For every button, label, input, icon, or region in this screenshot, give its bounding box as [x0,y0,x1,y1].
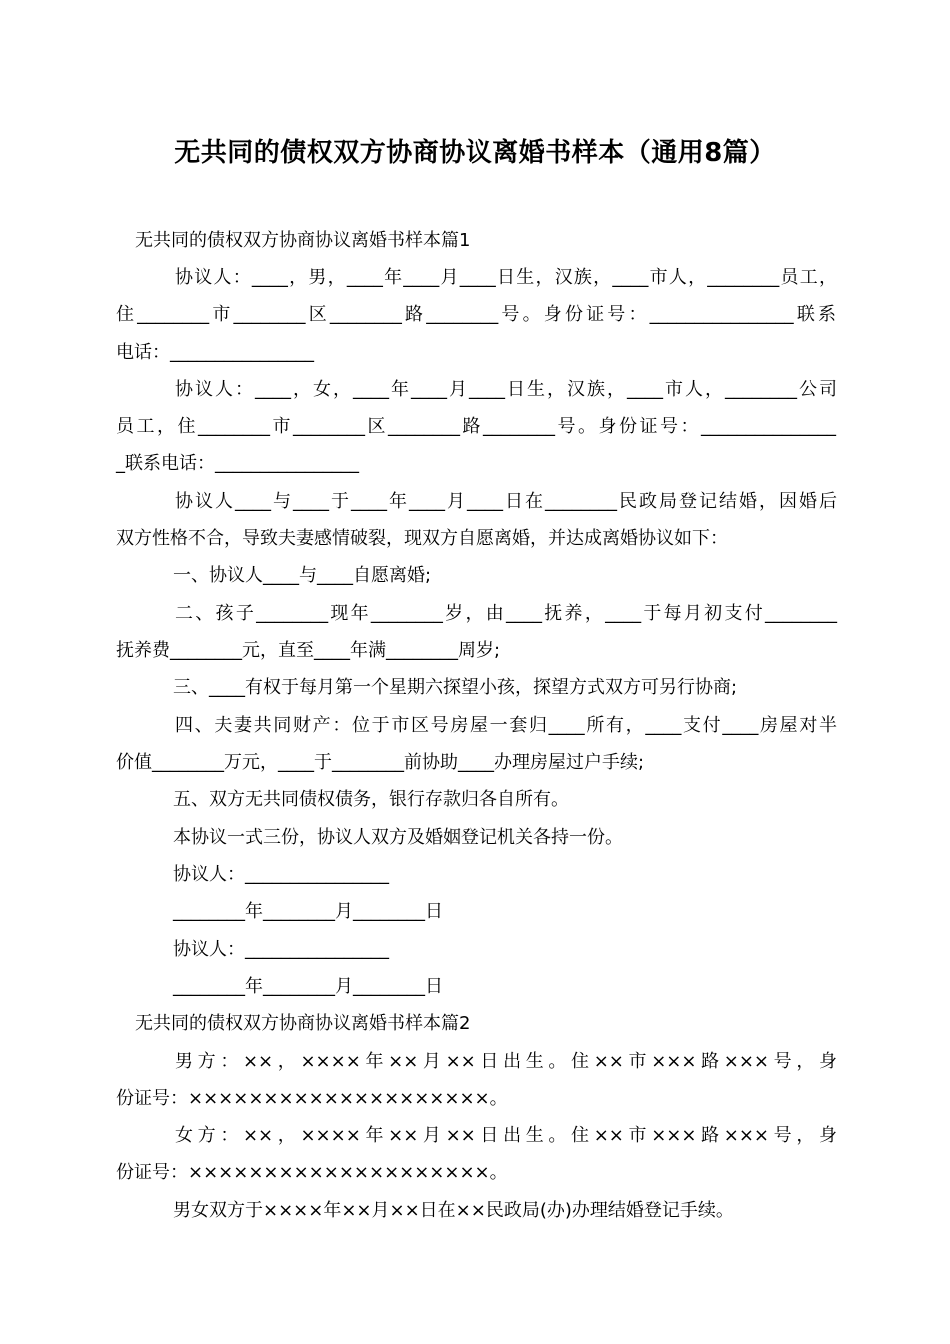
party1-line1: 协议人：____，男，____年____月____日生，汉族，____市人，________员工， [175,267,837,288]
party2-line2: 员工，住________市________区________路________号。身份证号：_______________ [116,416,836,437]
clause-2-line1: 二、孩子________现年________岁，由____抚养，____于每月初支付________ [175,603,837,624]
party2-line1: 协议人：____，女，____年____月____日生，汉族，____市人，________公司 [175,379,837,400]
clause-1: 一、协议人____与____自愿离婚; [173,565,432,586]
clause-4-line1: 四、夫妻共同财产：位于市区号房屋一套归____所有，____支付____房屋对半 [175,715,837,736]
clause-3: 三、____有权于每月第一个星期六探望小孩，探望方式双方可另行协商; [173,677,738,698]
clause-5: 五、双方无共同债权债务，银行存款归各自所有。 [173,789,569,810]
signature-2: 协议人：________________ [173,939,389,960]
party1-line2: 住________市________区________路________号。身份证号：________________联系 [116,304,836,325]
clause-2-line2: 抚养费________元，直至____年满________周岁; [116,640,501,661]
section1-heading: 无共同的债权双方协商协议离婚书样本篇1 [135,230,471,251]
clause-4-line2: 价值________万元，____于________前协助____办理房屋过户手续; [116,752,645,773]
male-line1: 男方：××，××××年××月××日出生。住××市×××路×××号，身 [175,1051,837,1072]
date-2: ________年________月________日 [173,976,443,997]
marriage-registration: 男女双方于××××年××月××日在××民政局(办)办理结婚登记手续。 [173,1200,734,1221]
female-line1: 女方：××，××××年××月××日出生。住××市×××路×××号，身 [175,1125,837,1146]
party1-line3: 电话：________________ [116,342,314,363]
copies-note: 本协议一式三份，协议人双方及婚姻登记机关各持一份。 [173,827,623,848]
signature-1: 协议人：________________ [173,864,389,885]
party2-line3: _联系电话：________________ [116,453,359,474]
male-line2: 份证号：××××××××××××××××××××。 [116,1088,508,1109]
section2-heading: 无共同的债权双方协商协议离婚书样本篇2 [135,1013,471,1034]
document-title: 无共同的债权双方协商协议离婚书样本（通用8篇） [174,138,776,168]
female-line2: 份证号：××××××××××××××××××××。 [116,1162,508,1183]
marriage-line1: 协议人____与____于____年____月____日在________民政局登记结婚，因婚后 [175,491,837,512]
date-1: ________年________月________日 [173,901,443,922]
marriage-line2: 双方性格不合，导致夫妻感情破裂，现双方自愿离婚，并达成离婚协议如下： [116,528,728,549]
